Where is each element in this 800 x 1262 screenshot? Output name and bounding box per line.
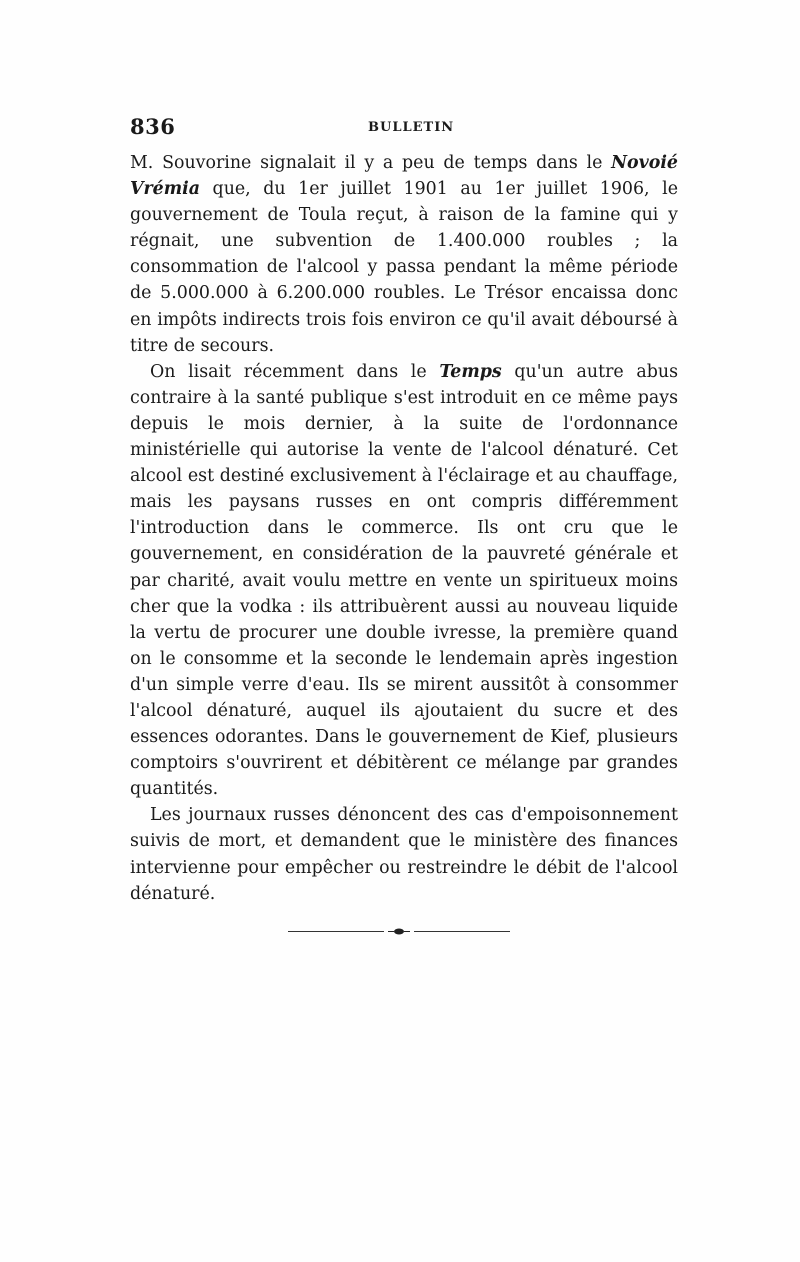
divider-line-left (288, 931, 384, 932)
paragraph-1-text-2: que, du 1er juillet 1901 au 1er juillet 1906, le gouvernement de Toula reçut, à raison de la famine qui y régnait, une subvention de 1.400.000 roubles ; la consommation de l'alcool y passa pendant la même période de 5.000.000 à 6.200.000 roubles. Le Trésor encaissa donc en impôts indirects trois fois environ ce qu'il avait déboursé à titre de secours. (130, 179, 678, 356)
paragraph-3-text-1: Les journaux russes dénoncent des cas d'empoisonnement suivis de mort, et demandent que le ministère des finances intervienne pour empêcher ou restreindre le débit de l'alcool dénaturé. (130, 805, 678, 904)
paragraph-3 (130, 802, 678, 906)
newspaper-title-temps: Temps (439, 361, 502, 382)
divider-line-right (414, 931, 510, 932)
body-text (130, 150, 678, 907)
running-head: BULLETIN (368, 120, 455, 135)
page-header (130, 114, 678, 144)
paragraph-2 (130, 359, 678, 803)
divider-ornament-icon (388, 927, 410, 936)
newspaper-title-novoie-vremia: Novoié Vrémia (130, 153, 678, 200)
paragraph-1 (130, 150, 678, 359)
paragraph-2-text-1: On lisait récemment dans le (150, 361, 440, 382)
paragraph-1-text-1: M. Souvorine signalait il y a peu de temps dans le (130, 153, 612, 173)
section-divider (288, 928, 510, 936)
page-number: 836 (130, 114, 176, 139)
paragraph-2-text-2: qu'un autre abus contraire à la santé publique s'est introduit en ce même pays depuis le mois dernier, à la suite de l'ordonnance ministérielle qui autorise la vente de l'alcool dénaturé. Cet alcool est destiné exclusivement à l'éclairage et au chauffage, mais les paysans russes en ont compris différemment l'introduction dans le commerce. Ils ont cru que le gouvernement, en considération de la pauvreté générale et par charité, avait voulu mettre en vente un spiritueux moins cher que la vodka : ils attribuèrent aussi au nouveau liquide la vertu de procurer une double ivresse, la première quand on le consomme et la seconde le lendemain après ingestion d'un simple verre d'eau. Ils se mirent aussitôt à consommer l'alcool dénaturé, auquel ils ajoutaient du sucre et des essences odorantes. Dans le gouvernement de Kief, plusieurs comptoirs s'ouvrirent et débitèrent ce mélange par grandes quantités. (130, 361, 678, 800)
